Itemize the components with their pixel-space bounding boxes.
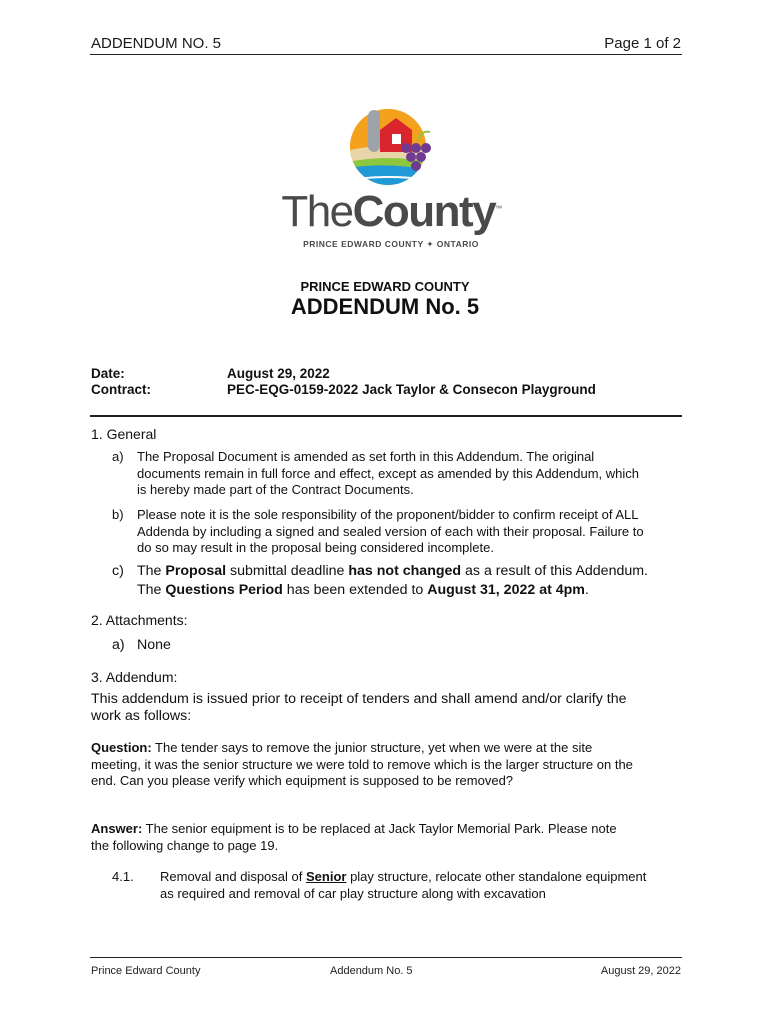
senior-emphasis: Senior (305, 869, 347, 884)
item-a-line-1: The Proposal Document is amended as set forth in this Addendum. The original (137, 449, 595, 464)
attachments-a-text: None (137, 637, 171, 653)
footer-right: August 29, 2022 (600, 965, 681, 977)
footer-left: Prince Edward County (91, 965, 201, 977)
meta-divider (90, 415, 682, 417)
item-c-label: c) (112, 563, 124, 579)
footer-center: Addendum No. 5 (330, 965, 413, 977)
attachments-a-label: a) (112, 637, 125, 653)
addendum-intro (91, 691, 691, 725)
document-title: ADDENDUM No. 5 (290, 294, 480, 319)
item-b-line-1: Please note it is the sole responsibility of the proponent/bidder to confirm receipt of ALL (137, 507, 639, 522)
change-item-text: Removal and disposal of Senior play structure, relocate other standalone equipment as required and removal of car play structure along with excavation (160, 869, 690, 902)
answer-label: Answer: (91, 821, 143, 836)
item-b-line-2: Addenda by including a signed and sealed version of each with their proposal. Failure to (137, 523, 644, 539)
item-a-label: a) (112, 449, 124, 464)
organization-name: PRINCE EDWARD COUNTY (300, 279, 470, 294)
item-c-line-1: The Proposal submittal deadline has not changed as a result of this Addendum. (137, 563, 649, 579)
general-item-b (112, 507, 682, 557)
section-attachments-heading: 2. Attachments: (91, 612, 188, 628)
item-b-line-3: do so may result in the proposal being considered incomplete. (137, 540, 494, 555)
answer-block (91, 821, 691, 854)
header-page-number: Page 1 of 2 (604, 35, 681, 52)
silo-shape (368, 110, 380, 152)
contract-value: PEC-EQG-0159-2022 Jack Taylor & Consecon Playground (227, 382, 596, 397)
question-block (91, 740, 691, 790)
footer-divider (90, 957, 682, 958)
item-a-line-3: is hereby made part of the Contract Documents. (137, 482, 414, 497)
general-item-a (112, 449, 682, 499)
item-a-line-2: documents remain in full force and effect, except as amended by this Addendum, which (137, 465, 639, 481)
intro-line-2: work as follows: (91, 708, 192, 724)
header-doc-label: ADDENDUM NO. 5 (91, 35, 222, 52)
brand-bold: County (352, 187, 496, 236)
intro-line-1: This addendum is issued prior to receipt of tenders and shall amend and/or clarify the (91, 691, 627, 707)
section-addendum-heading: 3. Addendum: (91, 669, 178, 685)
brand-subtitle: PRINCE EDWARD COUNTY ✦ ONTARIO (303, 239, 479, 249)
contract-label: Contract: (91, 382, 151, 397)
answer-line-2: the following change to page 19. (91, 837, 279, 853)
question-line-3: end. Can you please verify which equipment is supposed to be removed? (91, 773, 514, 788)
change-item-number: 4.1. (112, 869, 134, 884)
question-line-1: The tender says to remove the junior structure, yet when we were at the site (151, 740, 593, 755)
item-b-label: b) (112, 507, 124, 522)
question-label: Question: (91, 740, 152, 755)
header-divider (90, 54, 682, 55)
brand-trademark: ™ (495, 205, 501, 213)
item-c-line-2: The Questions Period has been extended to August 31, 2022 at 4pm. (137, 582, 589, 598)
attachments-item-a (112, 636, 682, 655)
change-item-line-2: as required and removal of car play structure along with excavation (160, 885, 546, 901)
date-value: August 29, 2022 (227, 366, 330, 381)
date-label: Date: (91, 366, 125, 381)
answer-line-1: The senior equipment is to be replaced at Jack Taylor Memorial Park. Please note (142, 821, 617, 836)
county-logo-icon (340, 100, 440, 190)
question-line-2: meeting, it was the senior structure we were told to remove which is the larger structure on the (91, 756, 633, 772)
section-general-heading: 1. General (91, 426, 157, 442)
brand-light: The (281, 187, 353, 236)
general-item-c (112, 562, 682, 600)
brand-wordmark (276, 187, 506, 236)
